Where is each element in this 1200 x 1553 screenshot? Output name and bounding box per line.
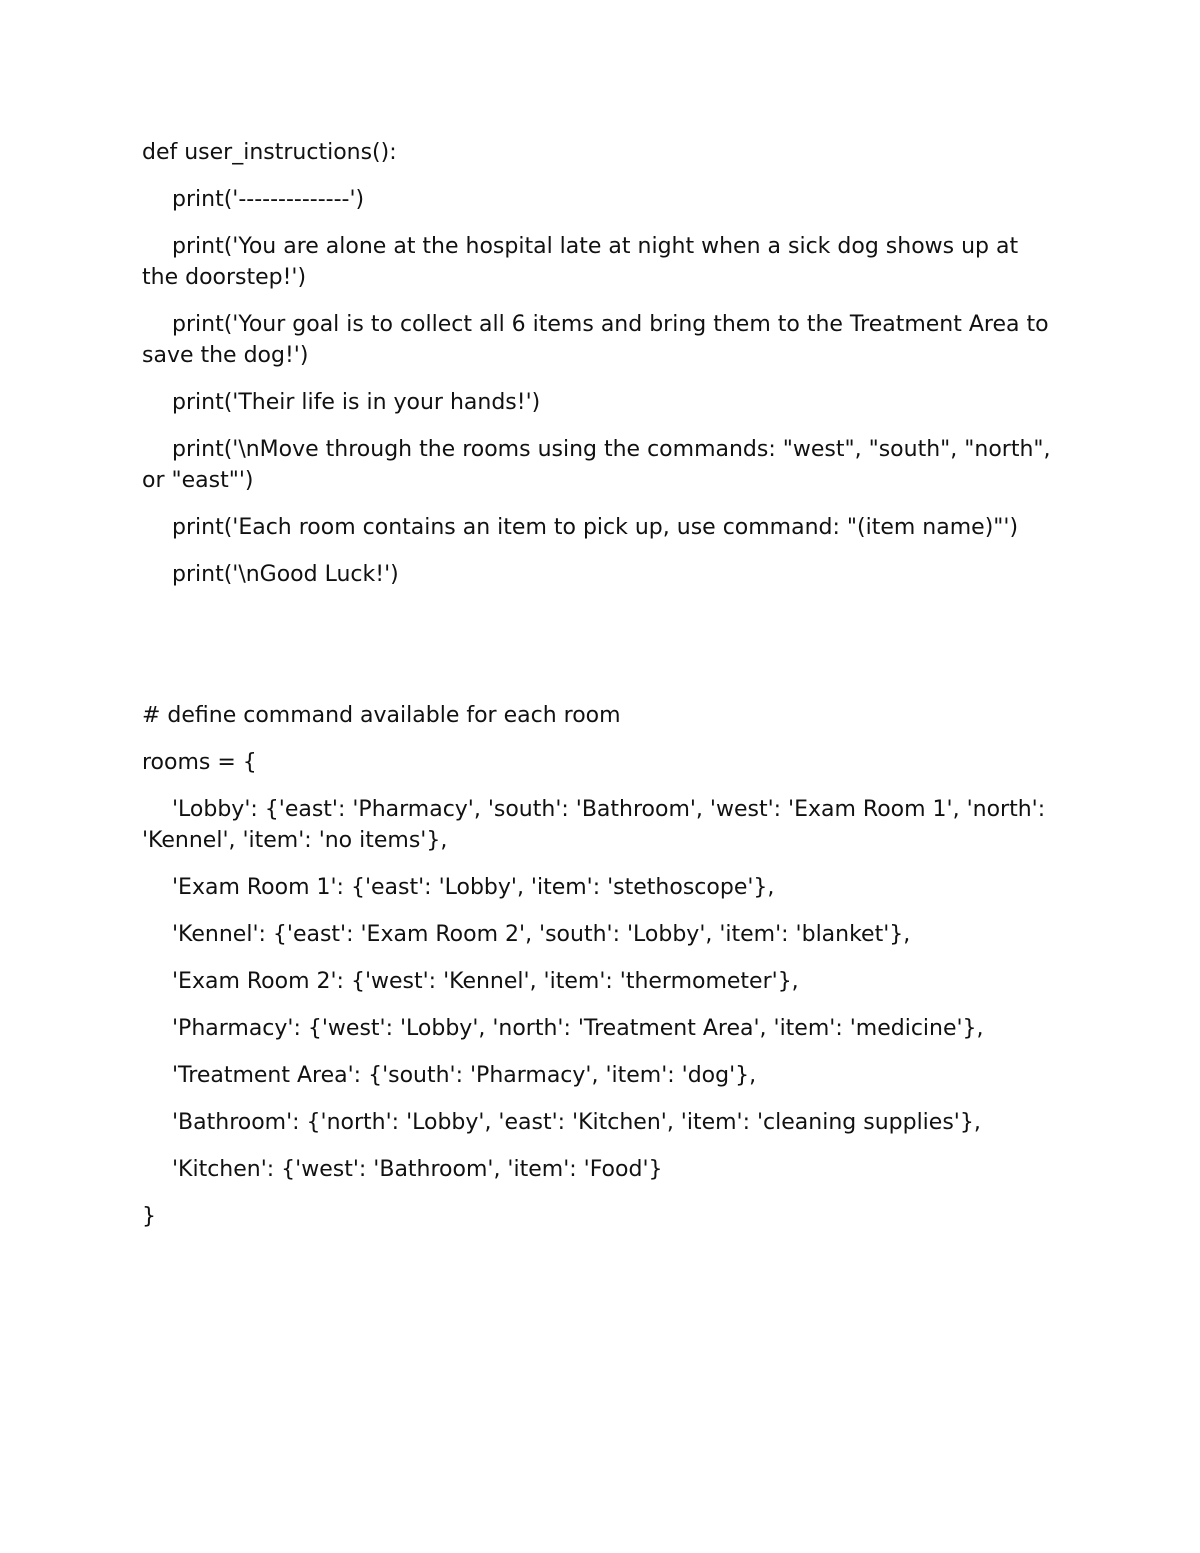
code-line-print-intro: print('You are alone at the hospital late at night when a sick dog shows up at the doorstep!') bbox=[142, 234, 1026, 290]
code-line-room-exam-1: 'Exam Room 1': {'east': 'Lobby', 'item': 'stethoscope'}, bbox=[172, 875, 775, 900]
code-line-print-move: print('\nMove through the rooms using the commands: "west", "south", "north", or "east"') bbox=[142, 437, 1058, 493]
code-line-room-kennel: 'Kennel': {'east': 'Exam Room 2', 'south': 'Lobby', 'item': 'blanket'}, bbox=[172, 922, 911, 947]
code-line-room-pharmacy: 'Pharmacy': {'west': 'Lobby', 'north': 'Treatment Area', 'item': 'medicine'}, bbox=[172, 1016, 984, 1041]
code-line-def: def user_instructions(): bbox=[142, 140, 397, 165]
code-line-print-divider: print('--------------') bbox=[172, 187, 365, 212]
code-line-rooms-close: } bbox=[142, 1204, 156, 1229]
code-line-print-luck: print('\nGood Luck!') bbox=[172, 562, 399, 587]
blank-space bbox=[142, 606, 1057, 700]
code-line-print-life: print('Their life is in your hands!') bbox=[172, 390, 541, 415]
code-line-print-item: print('Each room contains an item to pick up, use command: "(item name)"') bbox=[172, 515, 1019, 540]
code-line-print-goal: print('Your goal is to collect all 6 items and bring them to the Treatment Area to save the dog!') bbox=[142, 312, 1056, 368]
code-line-room-exam-2: 'Exam Room 2': {'west': 'Kennel', 'item': 'thermometer'}, bbox=[172, 969, 799, 994]
code-line-room-lobby: 'Lobby': {'east': 'Pharmacy', 'south': 'Bathroom', 'west': 'Exam Room 1', 'north': 'Kennel', 'item': 'no items'}, bbox=[142, 797, 1053, 853]
code-line-rooms-open: rooms = { bbox=[142, 750, 257, 775]
code-line-room-kitchen: 'Kitchen': {'west': 'Bathroom', 'item': 'Food'} bbox=[172, 1157, 663, 1182]
code-line-comment: # define command available for each room bbox=[142, 703, 621, 728]
document-body bbox=[142, 137, 1057, 1248]
code-line-room-bathroom: 'Bathroom': {'north': 'Lobby', 'east': 'Kitchen', 'item': 'cleaning supplies'}, bbox=[172, 1110, 981, 1135]
code-line-room-treatment: 'Treatment Area': {'south': 'Pharmacy', 'item': 'dog'}, bbox=[172, 1063, 757, 1088]
